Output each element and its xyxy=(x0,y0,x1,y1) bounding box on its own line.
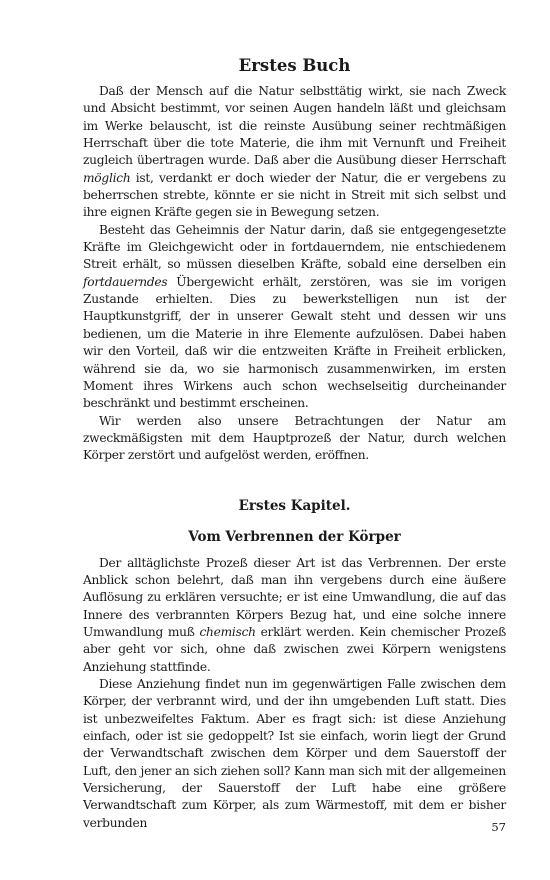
text-run: Diese Anziehung findet nun im gegenwärtigen Falle zwischen dem Körper, der verbrannt wird, und der ihn umgebenden Luft statt. Dies ist unbezweifeltes Faktum. Aber es fragt sich: ist diese Anziehung einfach, oder ist sie gedoppelt? Ist sie einfach, worin liegt der Grund der Verwandtschaft zwischen dem Körper und dem Sauerstoff der Luft, den jener an sich ziehen soll? Kann man sich mit der allgemeinen Versicherung, der Sauerstoff der Luft habe eine größere Verwandtschaft zum Körper, als zum Wärmestoff, mit dem er bisher verbunden xyxy=(83,676,506,830)
emphasis-moeglich: möglich xyxy=(83,170,131,185)
emphasis-chemisch: chemisch xyxy=(199,624,256,639)
page-number: 57 xyxy=(491,820,506,834)
text-run: Wir werden also unsere Betrachtungen der Natur am zweckmäßigsten mit dem Hauptprozeß der Natur, durch welchen Körper zerstört und aufgelöst werden, eröffnen. xyxy=(83,413,506,463)
chapter-subtitle: Vom Verbrennen der Körper xyxy=(188,528,401,545)
paragraph-intro-1 xyxy=(83,83,506,222)
text-run: Besteht das Geheimnis der Natur darin, daß sie entgegengesetzte Kräfte im Gleichgewicht oder in fortdauerndem, nie entschiedenem Streit erhält, so müssen dieselben Kräfte, sobald eine derselben ein xyxy=(83,222,506,272)
text-run: ist, verdankt er doch wieder der Natur, die er vergebens zu beherrschen strebte, könnte er sie nicht in Streit mit sich selbst und ihre eignen Kräfte gegen sie in Bewegung setzen. xyxy=(83,170,506,220)
paragraph-intro-3 xyxy=(83,413,506,465)
paragraph-chapter-1 xyxy=(83,555,506,676)
book-page xyxy=(83,56,506,832)
chapter-title: Erstes Kapitel. xyxy=(238,497,351,514)
text-run: erklärt werden. Kein chemischer Prozeß aber geht vor sich, ohne daß zwischen zwei Körpern wenigstens Anziehung stattfinde. xyxy=(83,624,506,674)
paragraph-chapter-2 xyxy=(83,676,506,832)
emphasis-fortdauerndes: fortdauerndes xyxy=(83,274,168,289)
text-run: Übergewicht erhält, zerstören, was sie im vorigen Zustande erhielten. Dies zu bewerkstelligen nun ist der Hauptkunstgriff, der in unserer Gewalt steht und dessen wir uns bedienen, um die Materie in ihre Elemente aufzulösen. Dabei haben wir den Vorteil, daß wir die entzweiten Kräfte in Freiheit erblicken, während sie da, wo sie harmonisch zusammenwirken, im ersten Moment ihres Wirkens auch schon wechselseitig durcheinander beschränkt und bestimmt erscheinen. xyxy=(83,274,506,411)
text-run: Daß der Mensch auf die Natur selbsttätig wirkt, sie nach Zweck und Absicht bestimmt, vor seinen Augen handeln läßt und gleichsam im Werke belauscht, ist die reinste Ausübung seiner rechtmäßigen Herrschaft über die tote Materie, die ihm mit Vernunft und Freiheit zugleich übertragen wurde. Daß aber die Ausübung dieser Herrschaft xyxy=(83,84,506,168)
text-run: Der alltäglichste Prozeß dieser Art ist das Verbrennen. Der erste Anblick schon belehrt, daß man ihn vergebens durch eine äußere Auflösung zu erklären versuchte; er ist eine Umwandlung, die auf das Innere des verbrannten Körpers Bezug hat, und eine solche innere Umwandlung muß xyxy=(83,555,506,639)
paragraph-intro-2 xyxy=(83,222,506,413)
book-title: Erstes Buch xyxy=(238,56,351,75)
